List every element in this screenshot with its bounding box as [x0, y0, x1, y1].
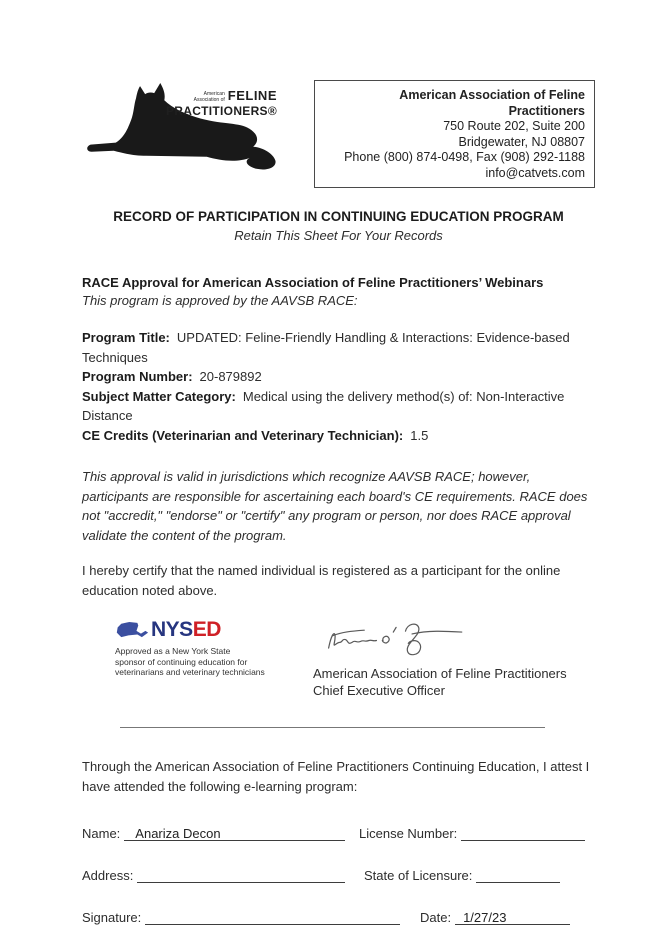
address-line: 750 Route 202, Suite 200: [443, 119, 585, 133]
program-title-row: [82, 328, 595, 367]
state-of-licensure-label: State of Licensure:: [364, 868, 473, 883]
subject-category-row: [82, 387, 595, 426]
date-label: Date:: [420, 910, 452, 925]
program-number-row: [82, 367, 595, 387]
date-field[interactable]: 1/27/23: [455, 910, 570, 925]
nysed-caption: Approved as a New York State sponsor of continuing education for veterinarians and veterinary technicians: [115, 646, 265, 677]
state-of-licensure-field[interactable]: [476, 868, 560, 883]
address-line: Phone (800) 874-0498, Fax (908) 292-1188: [344, 150, 585, 164]
license-number-field[interactable]: [461, 826, 585, 841]
program-number-label: Program Number:: [82, 369, 193, 384]
header: [82, 80, 595, 180]
address-field[interactable]: [137, 868, 345, 883]
attest-paragraph: Through the American Association of Feline Practitioners Continuing Education, I attest I have attended the following e-learning program:: [82, 759, 590, 794]
address-line: Bridgewater, NJ 08807: [458, 134, 585, 149]
signature-field[interactable]: [145, 910, 400, 925]
page-title: RECORD OF PARTICIPATION IN CONTINUING EDUCATION PROGRAM: [113, 209, 564, 224]
ny-state-icon: [115, 620, 149, 640]
signatory-block: [313, 618, 567, 699]
race-approval-subheading: This program is approved by the AAVSB RACE:: [82, 293, 358, 308]
logo-practitioners-text: PRACTITIONERS®: [165, 104, 277, 118]
org-name: American Association of Feline Practitioners: [399, 88, 585, 118]
race-approval-heading: RACE Approval for American Association of Feline Practitioners’ Webinars: [82, 275, 544, 290]
ce-credits-value: 1.5: [410, 427, 429, 443]
ceo-signature-icon: [323, 618, 473, 663]
program-number-value: 20-879892: [199, 369, 262, 384]
program-title-value: UPDATED: Feline-Friendly Handling & Interactions: Evidence-based Techniques: [82, 330, 570, 365]
program-title-label: Program Title:: [82, 330, 170, 345]
signature-label: Signature:: [82, 910, 142, 925]
license-number-label: License Number:: [359, 826, 458, 841]
program-details: [82, 328, 595, 445]
signatory-org: American Association of Feline Practitioners: [313, 666, 567, 681]
name-label: Name:: [82, 826, 121, 841]
email-text: info@catvets.com: [485, 165, 585, 180]
aafp-logo: [82, 80, 282, 176]
name-field[interactable]: Anariza Decon: [124, 826, 345, 841]
aafp-logo-text: [162, 88, 277, 118]
race-disclaimer-paragraph: This approval is valid in jurisdictions which recognize AAVSB RACE; however, participants are responsible for ascertaining each board's CE requirements. RACE does not "accredit," "endorse" or "certify" any program or person, nor does RACE approval validate the content of the program.: [82, 469, 588, 543]
certify-paragraph: I hereby certify that the named individual is registered as a participant for the online education noted above.: [82, 563, 561, 598]
address-label: Address:: [82, 868, 134, 883]
subject-category-label: Subject Matter Category:: [82, 388, 236, 404]
ce-credits-row: [82, 426, 595, 446]
participant-form: [82, 826, 595, 925]
nysed-logo: [115, 618, 277, 678]
page-subtitle: Retain This Sheet For Your Records: [234, 228, 443, 243]
logo-feline-text: FELINE: [227, 88, 277, 103]
nysed-wordmark: NYSED: [151, 618, 221, 641]
section-divider: [120, 727, 545, 728]
logo-tiny-text: American Association of: [193, 91, 225, 103]
signatory-title: Chief Executive Officer: [313, 683, 445, 698]
address-box: [314, 80, 595, 188]
subject-category-value: Medical using the delivery method(s) of: Non-Interactive Distance: [82, 388, 565, 423]
ce-credits-label: CE Credits (Veterinarian and Veterinary Technician):: [82, 427, 404, 443]
